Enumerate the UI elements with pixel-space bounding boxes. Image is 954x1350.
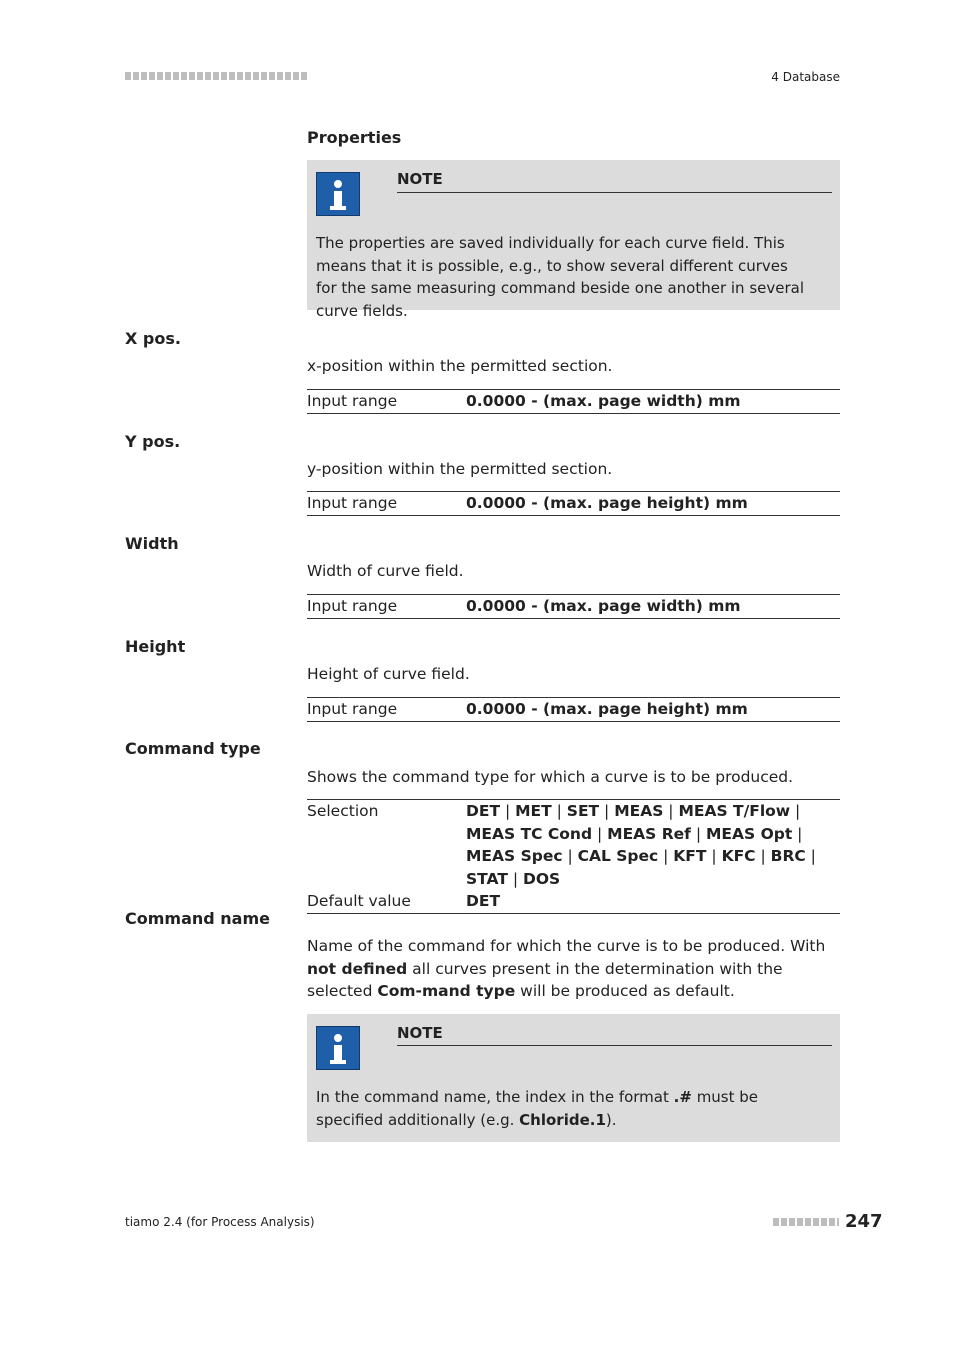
selection-options	[466, 800, 840, 890]
range-value: 0.0000 - (max. page width) mm	[466, 597, 741, 615]
selection-option: DET	[466, 802, 501, 820]
param-ypos-title: Y pos.	[125, 432, 181, 451]
range-value: 0.0000 - (max. page width) mm	[466, 392, 741, 410]
footer-decoration	[773, 1218, 839, 1226]
selection-option: MEAS TC Cond	[466, 824, 593, 843]
selection-option: STAT	[466, 869, 508, 888]
option-separator: |	[551, 802, 567, 820]
option-separator: |	[663, 802, 679, 820]
selection-option: SET	[566, 802, 600, 820]
param-width-title: Width	[125, 534, 179, 553]
param-command-type-desc: Shows the command type for which a curve is to be produced.	[307, 768, 794, 786]
option-separator: |	[592, 824, 608, 843]
param-command-type-title: Command type	[125, 739, 261, 758]
range-label: Input range	[307, 392, 398, 410]
default-label: Default value	[307, 892, 411, 910]
selection-option: KFC	[721, 847, 756, 865]
range-label: Input range	[307, 494, 398, 512]
option-separator: |	[790, 802, 801, 820]
param-xpos-desc: x-position within the permitted section.	[307, 357, 613, 375]
option-separator: |	[599, 802, 615, 820]
note-text: In the command name, the index in the format .# must be specified additionally (e.g. Chloride.1).	[316, 1088, 759, 1129]
param-ypos-table	[307, 491, 840, 516]
note-box	[307, 160, 840, 320]
option-separator: |	[755, 847, 771, 865]
param-width-desc: Width of curve field.	[307, 562, 464, 580]
option-separator: |	[706, 847, 722, 865]
option-separator: |	[562, 847, 578, 865]
selection-option: MEAS	[614, 802, 664, 820]
selection-option: MET	[515, 802, 552, 820]
selection-option: MEAS T/Flow	[678, 802, 791, 820]
header-chapter: 4 Database	[771, 70, 840, 84]
param-height-title: Height	[125, 637, 186, 656]
selection-option: KFT	[673, 847, 707, 865]
param-height-desc: Height of curve field.	[307, 665, 470, 683]
option-separator: |	[500, 802, 516, 820]
selection-option: MEAS Spec	[466, 847, 563, 865]
note-divider	[397, 192, 832, 193]
range-label: Input range	[307, 597, 398, 615]
option-separator: |	[690, 824, 706, 843]
note-text: The properties are saved individually for each curve field. This means that it is possible, e.g., to show several different curves for the same measuring command beside one another in several curve fields.	[316, 234, 804, 320]
info-icon	[316, 1026, 360, 1070]
note-box	[307, 1014, 840, 1142]
param-command-type-table	[307, 799, 840, 914]
header-decoration	[125, 72, 307, 80]
section-title: Properties	[307, 128, 402, 147]
page-number: 247	[845, 1211, 883, 1232]
range-value: 0.0000 - (max. page height) mm	[466, 494, 748, 512]
param-command-name-title: Command name	[125, 909, 270, 928]
selection-option: CAL Spec	[577, 847, 659, 865]
option-separator: |	[805, 847, 816, 865]
range-label: Input range	[307, 700, 398, 718]
param-xpos-title: X pos.	[125, 329, 181, 348]
range-value: 0.0000 - (max. page height) mm	[466, 700, 748, 718]
note-title: NOTE	[397, 1024, 443, 1042]
default-value: DET	[466, 892, 501, 910]
selection-label: Selection	[307, 802, 379, 820]
selection-option: BRC	[770, 847, 806, 865]
param-height-table	[307, 697, 840, 722]
option-separator: |	[792, 824, 803, 843]
selection-option: MEAS Ref	[607, 824, 691, 843]
selection-option: MEAS Opt	[706, 824, 793, 843]
param-width-table	[307, 594, 840, 619]
selection-option: DOS	[522, 869, 561, 888]
param-xpos-table	[307, 389, 840, 414]
option-separator: |	[507, 869, 523, 888]
param-command-name-desc: Name of the command for which the curve is to be produced. With not defined all curves present in the determination with the selected Com-mand type will be produced as default.	[307, 937, 826, 1000]
note-title: NOTE	[397, 170, 443, 188]
info-icon	[316, 172, 360, 216]
footer-product: tiamo 2.4 (for Process Analysis)	[125, 1215, 315, 1229]
option-separator: |	[658, 847, 674, 865]
note-divider	[397, 1045, 832, 1046]
param-ypos-desc: y-position within the permitted section.	[307, 460, 613, 478]
